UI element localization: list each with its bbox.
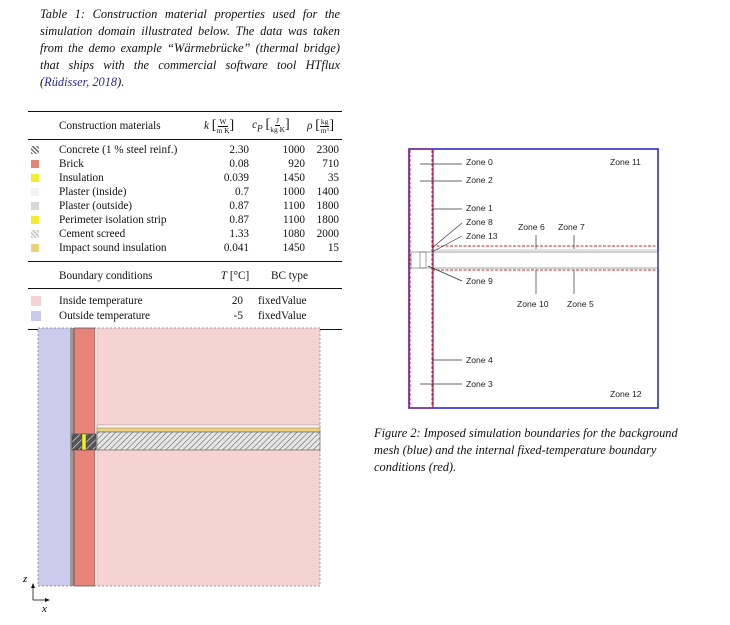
material-rho: 710 bbox=[322, 158, 339, 170]
material-cp: 1000 bbox=[282, 144, 305, 156]
material-name: Plaster (outside) bbox=[59, 200, 133, 212]
bc-type: fixedValue bbox=[258, 294, 307, 307]
perimeter-strip bbox=[82, 434, 86, 450]
outside-region bbox=[38, 328, 72, 586]
material-cp: 1080 bbox=[282, 228, 305, 240]
table-row bbox=[28, 157, 342, 171]
bc-swatch bbox=[31, 311, 41, 321]
k-unit-num: W bbox=[219, 116, 227, 126]
material-rho: 35 bbox=[327, 172, 339, 184]
z-arrow-icon bbox=[31, 583, 35, 588]
axis-x-label: x bbox=[42, 603, 47, 614]
material-k: 2.30 bbox=[229, 144, 249, 156]
bc-name: Outside temperature bbox=[59, 309, 151, 322]
material-swatch bbox=[31, 146, 39, 154]
material-rho: 2000 bbox=[316, 228, 339, 240]
header-materials: Construction materials bbox=[59, 120, 161, 132]
x-arrow-icon bbox=[45, 598, 50, 602]
material-name: Brick bbox=[59, 158, 84, 170]
material-cp: 1100 bbox=[283, 214, 305, 226]
material-rho: 1400 bbox=[316, 186, 339, 198]
k-unit-den: m K bbox=[216, 125, 230, 135]
cp-unit-num: J bbox=[276, 116, 280, 126]
material-swatch bbox=[31, 188, 39, 196]
header-k: k [ $\frac{W}{\text{m K}}$ ] bbox=[203, 116, 235, 135]
brick-wall bbox=[74, 328, 95, 586]
table-row bbox=[28, 308, 342, 323]
header-bc-type: BC type bbox=[271, 270, 308, 282]
k-symbol: k bbox=[203, 119, 209, 132]
zone-3-label: Zone 3 bbox=[466, 379, 493, 389]
material-name: Concrete (1 % steel reinf.) bbox=[59, 144, 178, 156]
inside-region bbox=[96, 328, 320, 586]
table-row bbox=[28, 213, 342, 227]
zone-8-label: Zone 8 bbox=[466, 217, 493, 227]
table-row bbox=[28, 185, 342, 199]
material-name: Insulation bbox=[59, 172, 104, 184]
material-swatch bbox=[31, 160, 39, 168]
table-caption-text: Construction material properties used for the simulation domain illustrated below. The data was taken from the demo example “Wärmebrücke” (thermal bridge) that ships with the commercial software tool HTflux ( bbox=[40, 7, 340, 89]
zone-2-label: Zone 2 bbox=[466, 175, 493, 185]
material-swatch bbox=[31, 244, 39, 252]
materials-table bbox=[28, 111, 342, 330]
material-cp: 1000 bbox=[282, 186, 305, 198]
bc-temperature: 20 bbox=[231, 294, 243, 307]
material-name: Perimeter isolation strip bbox=[59, 214, 167, 226]
plaster-outside bbox=[70, 328, 74, 586]
table-caption-end: ). bbox=[117, 75, 125, 89]
bc-type: fixedValue bbox=[258, 309, 307, 322]
header-boundary: Boundary conditions bbox=[59, 270, 153, 282]
material-cp: 1100 bbox=[283, 200, 305, 212]
cp-symbol: c bbox=[252, 119, 258, 132]
material-swatch bbox=[31, 216, 39, 224]
table-row bbox=[28, 227, 342, 241]
material-name: Plaster (inside) bbox=[59, 186, 127, 198]
material-name: Impact sound insulation bbox=[59, 242, 167, 254]
material-cp: 1450 bbox=[282, 172, 305, 184]
header-cp: $c_P$ [ $\frac{J}{\text{kg K}}$ ] bbox=[252, 116, 290, 135]
domain-svg bbox=[20, 324, 330, 614]
material-cp: 920 bbox=[288, 158, 305, 170]
rho-unit-num: kg bbox=[320, 116, 329, 126]
material-rho: 1800 bbox=[316, 214, 339, 226]
material-k: 0.041 bbox=[223, 242, 249, 254]
zone-6-label: Zone 6 bbox=[518, 222, 545, 232]
concrete-slab bbox=[97, 432, 320, 450]
zone-7-label: Zone 7 bbox=[558, 222, 585, 232]
material-rho: 2300 bbox=[316, 144, 339, 156]
figure-caption bbox=[374, 425, 694, 476]
material-k: 1.33 bbox=[229, 228, 249, 240]
zone-10-label: Zone 10 bbox=[517, 299, 549, 309]
figure-caption-label: Figure 2: bbox=[374, 426, 421, 440]
slab-outline bbox=[411, 252, 658, 268]
material-swatch bbox=[31, 230, 39, 238]
t-unit: [°C] bbox=[229, 270, 250, 282]
screed-top bbox=[97, 425, 320, 428]
zone-4-label: Zone 4 bbox=[466, 355, 493, 365]
material-swatch bbox=[31, 174, 39, 182]
t-symbol: T bbox=[220, 270, 228, 282]
background-mesh-boundary bbox=[409, 149, 658, 408]
citation-link[interactable]: Rüdisser, 2018 bbox=[44, 75, 118, 89]
domain-illustration bbox=[20, 324, 330, 614]
material-rho: 15 bbox=[327, 242, 339, 254]
rho-symbol: ρ bbox=[307, 119, 313, 132]
axis-z-label: z bbox=[23, 573, 28, 585]
material-rho: 1800 bbox=[316, 200, 339, 212]
bc-swatch bbox=[31, 296, 41, 306]
zones-figure bbox=[408, 148, 660, 410]
material-k: 0.7 bbox=[235, 186, 249, 198]
table-row bbox=[28, 171, 342, 185]
material-name: Cement screed bbox=[59, 228, 126, 240]
zone-1-label: Zone 1 bbox=[466, 203, 493, 213]
table-row bbox=[28, 241, 342, 255]
table-caption bbox=[40, 6, 340, 91]
bc-name: Inside temperature bbox=[59, 294, 143, 307]
plaster-inside bbox=[95, 328, 97, 586]
zone-11-label: Zone 11 bbox=[610, 157, 641, 167]
outer-wall-boundary bbox=[409, 149, 433, 408]
cp-unit-den: kg K bbox=[270, 125, 285, 135]
bc-temperature: -5 bbox=[233, 309, 243, 322]
zone-0-label: Zone 0 bbox=[466, 157, 493, 167]
table-caption-label: Table 1: bbox=[40, 7, 85, 21]
rho-unit-den: m³ bbox=[320, 125, 329, 135]
material-k: 0.87 bbox=[229, 214, 249, 226]
material-k: 0.87 bbox=[229, 200, 249, 212]
zone-9-label: Zone 9 bbox=[466, 276, 493, 286]
zone-12-label: Zone 12 bbox=[610, 389, 642, 399]
material-k: 0.039 bbox=[223, 172, 249, 184]
material-k: 0.08 bbox=[229, 158, 249, 170]
zone-5-label: Zone 5 bbox=[567, 299, 594, 309]
cp-subscript: P bbox=[257, 124, 263, 135]
header-temperature bbox=[202, 267, 268, 285]
table-row bbox=[28, 143, 342, 157]
zone-13-label: Zone 13 bbox=[466, 231, 498, 241]
header-rho: ρ [ $\frac{kg}{\text{m³}}$ ] bbox=[307, 116, 335, 135]
impact-insulation bbox=[97, 428, 320, 432]
table-row bbox=[28, 293, 342, 308]
material-cp: 1450 bbox=[282, 242, 305, 254]
strip-outline bbox=[420, 252, 426, 268]
figure-caption-text: Imposed simulation boundaries for the background mesh (blue) and the internal fixed-temperature boundary conditions (red). bbox=[374, 426, 678, 474]
boundary-table bbox=[28, 267, 342, 285]
material-swatch bbox=[31, 202, 39, 210]
table-row bbox=[28, 199, 342, 213]
zones-svg bbox=[408, 148, 660, 410]
